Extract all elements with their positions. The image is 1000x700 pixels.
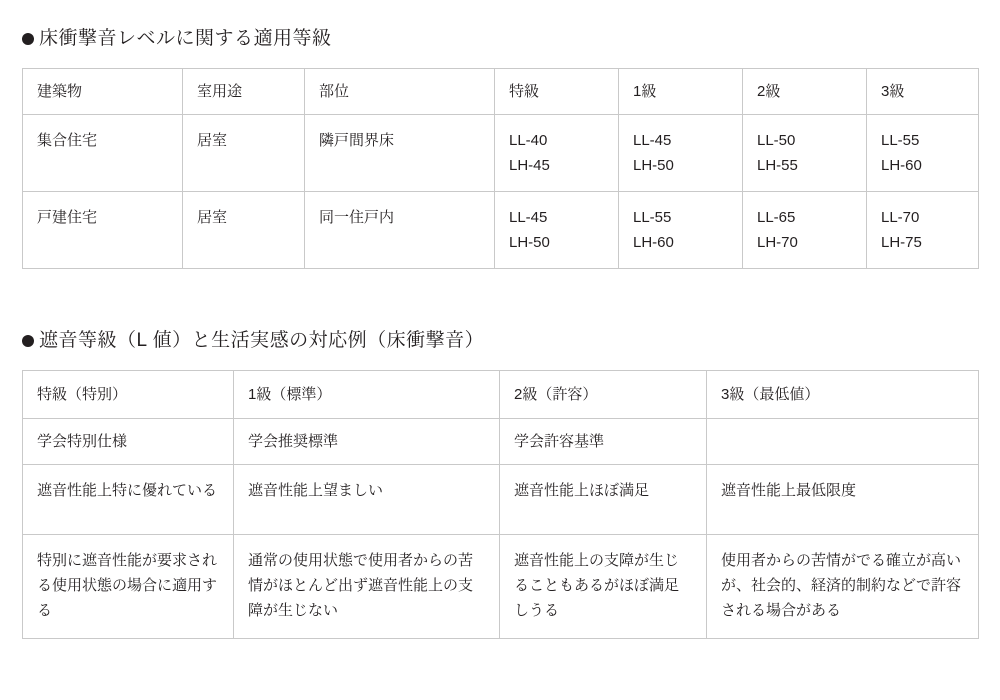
value-lh: LH-75	[881, 234, 922, 251]
value-lh: LH-60	[633, 234, 674, 251]
table-row	[23, 192, 979, 269]
table-row	[23, 419, 979, 465]
cell-building: 戸建住宅	[23, 192, 183, 269]
value-ll: LL-45	[509, 209, 548, 226]
cell-performance-grade-3: 遮音性能上最低限度	[707, 465, 979, 535]
cell-grade-2	[743, 115, 867, 192]
value-ll: LL-70	[881, 209, 920, 226]
value-lh: LH-55	[757, 157, 798, 174]
cell-performance-grade-2: 遮音性能上ほぼ満足	[500, 465, 707, 535]
bullet-icon	[22, 33, 34, 45]
cell-grade-2	[743, 192, 867, 269]
cell-description-grade-3: 使用者からの苦情がでる確立が高いが、社会的、経済的制約などで許容される場合がある	[707, 535, 979, 639]
value-ll: LL-50	[757, 132, 796, 149]
section-floor-impact-grades	[0, 26, 1000, 269]
table-row	[23, 115, 979, 192]
column-header-special-grade: 特級	[495, 69, 619, 115]
cell-grade-1	[619, 192, 743, 269]
section-1-heading	[0, 26, 1000, 52]
cell-special-grade	[495, 115, 619, 192]
cell-room-use: 居室	[183, 115, 305, 192]
cell-grade-3	[867, 192, 979, 269]
value-lh: LH-70	[757, 234, 798, 251]
column-header-special-grade: 特級（特別）	[23, 371, 234, 419]
cell-spec-grade-1: 学会推奨標準	[234, 419, 500, 465]
grade-table	[22, 68, 979, 269]
column-header-part: 部位	[305, 69, 495, 115]
column-header-grade-1: 1級	[619, 69, 743, 115]
value-lh: LH-50	[509, 234, 550, 251]
column-header-room-use: 室用途	[183, 69, 305, 115]
table-header-row	[23, 371, 979, 419]
cell-grade-3	[867, 115, 979, 192]
value-lh: LH-50	[633, 157, 674, 174]
value-lh: LH-45	[509, 157, 550, 174]
cell-grade-1	[619, 115, 743, 192]
cell-description-grade-1: 通常の使用状態で使用者からの苦情がほとんど出ず遮音性能上の支障が生じない	[234, 535, 500, 639]
section-1-heading-text: 床衝撃音レベルに関する適用等級	[39, 28, 332, 49]
table-header-row	[23, 69, 979, 115]
cell-room-use: 居室	[183, 192, 305, 269]
column-header-grade-3: 3級（最低値）	[707, 371, 979, 419]
cell-performance-special: 遮音性能上特に優れている	[23, 465, 234, 535]
column-header-building: 建築物	[23, 69, 183, 115]
value-ll: LL-55	[633, 209, 672, 226]
section-sound-insulation-grades	[0, 328, 1000, 639]
cell-building: 集合住宅	[23, 115, 183, 192]
value-ll: LL-65	[757, 209, 796, 226]
table-row	[23, 535, 979, 639]
cell-description-grade-2: 遮音性能上の支障が生じることもあるがほぼ満足しうる	[500, 535, 707, 639]
bullet-icon	[22, 335, 34, 347]
cell-part: 同一住戸内	[305, 192, 495, 269]
value-ll: LL-40	[509, 132, 548, 149]
cell-special-grade	[495, 192, 619, 269]
section-2-heading	[0, 328, 1000, 354]
value-lh: LH-60	[881, 157, 922, 174]
column-header-grade-3: 3級	[867, 69, 979, 115]
column-header-grade-2: 2級（許容）	[500, 371, 707, 419]
value-ll: LL-45	[633, 132, 672, 149]
table-row	[23, 465, 979, 535]
cell-performance-grade-1: 遮音性能上望ましい	[234, 465, 500, 535]
section-2-heading-text: 遮音等級（L 値）と生活実感の対応例（床衝撃音）	[39, 330, 485, 351]
column-header-grade-2: 2級	[743, 69, 867, 115]
cell-spec-grade-2: 学会許容基準	[500, 419, 707, 465]
cell-part: 隣戸間界床	[305, 115, 495, 192]
cell-spec-special: 学会特別仕様	[23, 419, 234, 465]
living-impression-table	[22, 370, 979, 639]
value-ll: LL-55	[881, 132, 920, 149]
cell-spec-grade-3	[707, 419, 979, 465]
column-header-grade-1: 1級（標準）	[234, 371, 500, 419]
cell-description-special: 特別に遮音性能が要求される使用状態の場合に適用する	[23, 535, 234, 639]
